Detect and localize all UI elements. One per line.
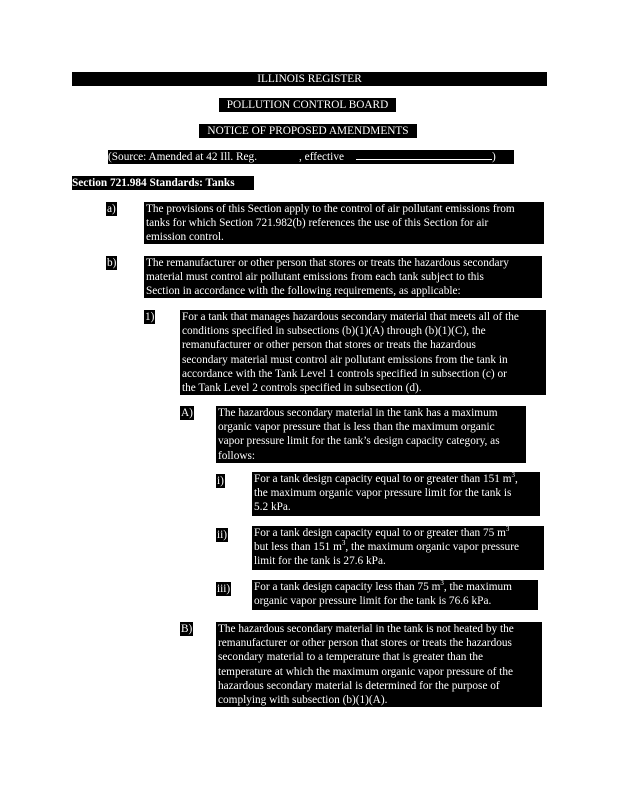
text-line: The remanufacturer or other person that stores or treats the hazardous secondary <box>146 257 509 269</box>
text-line: organic vapor pressure limit for the tank is 76.6 kPa. <box>254 595 492 608</box>
item-i-text <box>252 472 540 516</box>
text-fragment: , the maximum organic vapor pressure <box>345 541 519 554</box>
text-line: limit for the tank is 27.6 kPa. <box>254 555 386 568</box>
text-line <box>254 540 542 554</box>
text-fragment: For a tank design capacity equal to or greater than 75 m <box>254 527 506 539</box>
item-i-label: i) <box>217 475 224 487</box>
board-title: POLLUTION CONTROL BOARD <box>219 98 396 112</box>
text-line: the maximum organic vapor pressure limit for the tank is <box>254 487 512 500</box>
source-suffix: ) <box>491 151 496 163</box>
section-title: Section 721.984 Standards: Tanks <box>72 176 254 190</box>
subsection-a-label: a) <box>107 203 116 215</box>
text-line: the Tank Level 2 controls specified in subsection (d). <box>182 382 422 395</box>
source-line <box>108 150 514 164</box>
text-line: secondary material must control air pollutant emissions from the tank in <box>182 353 508 366</box>
source-prefix: (Source: Amended at 42 Ill. Reg. <box>108 151 258 163</box>
subsection-b1-label: 1) <box>145 311 155 323</box>
text-line: The hazardous secondary material in the tank is not heated by the <box>218 623 514 635</box>
subsection-b-label: b) <box>107 257 117 269</box>
text-fragment: , <box>515 473 518 485</box>
text-line: vapor pressure limit for the tank’s design capacity category, as <box>218 435 500 448</box>
text-fragment: For a tank design capacity equal to or greater than 151 m <box>254 473 512 485</box>
subsection-B-label: B) <box>181 623 193 635</box>
text-line: 5.2 kPa. <box>254 501 291 514</box>
text-line <box>254 472 538 486</box>
text-line: emission control. <box>146 231 224 244</box>
subsection-A-text <box>216 406 526 463</box>
subsection-b-text <box>144 256 542 298</box>
text-fragment: but less than 151 m <box>254 541 342 554</box>
source-effective: , effective <box>299 151 344 163</box>
text-line: complying with subsection (b)(1)(A). <box>218 694 388 707</box>
item-iii-text <box>252 580 538 610</box>
text-line: conditions specified in subsections (b)(1)(A) through (b)(1)(C), the <box>182 325 486 338</box>
text-line: organic vapor pressure that is less than the maximum organic <box>218 421 495 434</box>
text-line: remanufacturer or other person that stores or treats the hazardous <box>218 637 512 650</box>
superscript: 3 <box>505 526 510 534</box>
item-iii-label: iii) <box>217 583 231 595</box>
text-line: The provisions of this Section apply to the control of air pollutant emissions from <box>146 203 515 215</box>
text-line: Section in accordance with the following requirements, as applicable: <box>146 285 461 298</box>
text-line <box>254 580 536 594</box>
item-ii-text <box>252 526 544 570</box>
text-line: The hazardous secondary material in the tank has a maximum <box>218 407 498 419</box>
text-line <box>254 526 542 540</box>
text-line: hazardous secondary material is determined for the purpose of <box>218 679 500 692</box>
superscript: 3 <box>440 580 444 588</box>
text-fragment: For a tank design capacity less than 75 m <box>254 581 441 593</box>
subsection-b1-text <box>180 310 546 395</box>
text-line: material must control air pollutant emissions from each tank subject to this <box>146 271 484 284</box>
text-fragment: , the maximum <box>443 581 512 593</box>
superscript: 3 <box>511 472 516 480</box>
text-line: secondary material to a temperature that is greater than the <box>218 651 484 664</box>
text-line: accordance with the Tank Level 1 controls specified in subsection (c) or <box>182 367 507 380</box>
text-line: remanufacturer or other person that stores or treats the hazardous <box>182 339 476 352</box>
superscript: 3 <box>341 539 346 548</box>
subsection-A-label: A) <box>181 407 193 419</box>
notice-title: NOTICE OF PROPOSED AMENDMENTS <box>199 124 417 138</box>
text-line: temperature at which the maximum organic vapor pressure of the <box>218 665 513 678</box>
text-line: tanks for which Section 721.982(b) references the use of this Section for air <box>146 217 489 230</box>
subsection-a-text <box>144 202 544 244</box>
subsection-B-text <box>216 622 542 707</box>
item-ii-label: ii) <box>217 529 228 541</box>
text-line: follows: <box>218 449 256 462</box>
register-title: ILLINOIS REGISTER <box>72 72 547 86</box>
text-line: For a tank that manages hazardous secondary material that meets all of the <box>182 311 519 323</box>
